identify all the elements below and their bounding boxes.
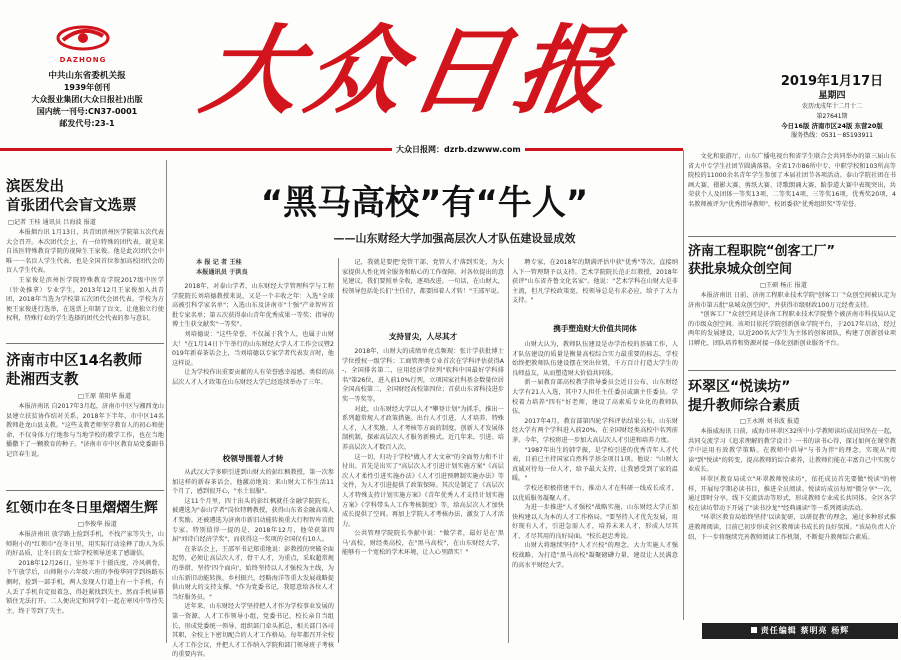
paragraph: 公共管理学院院长李献中说："做学者，最好是在'黑马'高校，财经类高校，在"黑马高校"，在山东财经大学，能够有一个宽松的学术环境，让人心里踏实！"	[342, 530, 504, 557]
article-body	[6, 530, 164, 643]
publisher-line: 国内统一刊号:CN37-0001	[36, 107, 138, 116]
title-line: 环翠区“悦读坊”	[688, 379, 791, 395]
byline-line: 本报通讯员 于洪良	[196, 269, 248, 276]
paragraph: 本报威海讯 日前，威海市环翠区32所中小学教师读坊成员围坐在一起，共同交流学习《追求理解的教学设计》一书的读书心得，探讨如何在课堂教学中运用有效教学策略。在教师中倡导"与书为伴"的理念，实现从"阅读"到"悦读"的转变，提高教师的综合素养，让教师们能在丰富自己中实现专业成长。	[688, 428, 896, 474]
publisher-line: 邮发代号:23-1	[59, 119, 115, 128]
editor-bar	[702, 623, 898, 639]
column-divider	[338, 258, 339, 643]
paragraph: 山财大将继续坚持"人才兴校"的理念，大力实施人才强校战略，为打造"黑马高校"凝聚磅礴力量，建设让人民满意的高水平财经大学。	[512, 542, 678, 569]
byline-line: 本 报 记 者 王桂	[196, 259, 242, 266]
paragraph: 聘专家，在2018年的期满评估中获"优秀"等次。直接纳入下一管理期予以支持。艺术学院院长范正红教授，2018年获评"山东省齐鲁文化名家"。他说："艺术学科在山财大是非主流，但凡学校政策宽，校领导总是有求必应，给予了大力支持。"	[512, 259, 678, 305]
article-divider	[6, 343, 164, 344]
paper-name: 大众日报	[194, 14, 631, 127]
editors-credit: 责任编辑 蔡明亮 杨辉	[760, 626, 850, 635]
logo-name: DAZHONG	[59, 56, 107, 64]
byline: □王原 董阳华 报道	[78, 393, 132, 400]
article-divider	[688, 236, 896, 237]
publisher-line: 中共山东省委机关报	[48, 71, 126, 81]
paragraph: 学校还积极搭建平台，推动人才在科研一线成长成才，以优质服务凝聚人才。	[512, 484, 678, 502]
title-line: 济南工程职院“创客工厂”	[688, 244, 836, 259]
title-line: 首张团代会盲文选票	[6, 198, 137, 214]
feature-column-1b	[172, 468, 334, 659]
weekday: 星期四	[818, 91, 846, 101]
paragraph: 在茶话会上，王邵军书记郑重地说：彭教授的突破全面起势，必须让高层次人才，骨干人才，为重点，采取超常规的举措，坚持'四个面向'，始终坚持以人才强校为主线，为山东新旧动能转换、乡村振兴，经略海洋等重大发展战略提供山财大的支持支撑。"作为党委书记，我愿意给各位人才当好服务员。"	[172, 545, 334, 601]
title-line: 济南市中区14名教师	[6, 353, 143, 369]
article-title	[688, 378, 898, 416]
byline: □王永刚 刘书波 报道	[740, 418, 800, 425]
byline: □记者 王桂 通讯员 吕海波 报道	[8, 219, 96, 226]
article-body	[688, 291, 896, 367]
lunar-date: 农历戊戌年十二月十二	[801, 103, 862, 110]
publisher-info	[28, 70, 146, 130]
section-subhead: 校领导围着人才转	[222, 454, 284, 463]
column-divider	[166, 160, 167, 643]
paragraph: 本报济南讯 自2017年3月起，济南市中区与湘西龙山县建立扶贫协作结对关系，2018年下半年，市中区14名教师赴龙山县支教。"这些支教老师坚守教育人的初心和使命，不仅身体力行地参与当地学校的教学工作，也在当地播撒下了一颗教育的种子。"济南市市中区教育局党委副书记宫春生说。	[6, 403, 164, 458]
paragraph: 新一届教育部高校教学指导委员会近日公布，山东财经大学有21人入选，其中7人担任主任委员或副主任委员。学校着力培养"四有"好老师，建设了高素质专业化的教师队伍。	[512, 379, 678, 416]
feature-column-1	[172, 282, 334, 452]
article-body	[688, 152, 896, 232]
paragraph: 这一切，归功于学校"做人才大文章"的全面努力和不计付出。首先是出实了"高层次人才引进计划实施方案"《高层次人才柔性引进实施办法》《人才引进预聘制实施办法》等文件，为人才引进提供了政策保障。其次是制定了《高层次人才特殊支持计划实施方案》《青年优秀人才支持计划实施方案》《学科带头人工作考核制度》等，给高层次人才加快成长提供了空间。再加上学院人才考核办法，激发了人才活力。	[342, 453, 504, 528]
paragraph: 为进一步推进"人才强校"战略实施，山东财经大学正加快构建以人为本的人才工作格局。"要坚持人才优先发展，用好现有人才，引进急需人才，培养未来人才，形成人尽其才、才尽其用的良好局面。"校长赵忠秀说。	[512, 504, 678, 540]
paragraph: 让为学校作出重要贡献的人有荣誉感幸福感，类似的高层次人才人才政策在山东财经大学已经连续举办了三年。	[172, 369, 334, 386]
dazhong-logo-icon	[55, 22, 111, 52]
paragraph: 2018年，山财大的成绩单亮点频现：张计学获批博士学位授权一级学科；工商管理类专业首次在学科评估获得A-，全国排名第二，应用经济学位列"软科中国最好学科排名"第26位，进入前10%行列，立项国家社科基金数量位居全国高校第二，全国财经高校第四位；首获山东省科技进步奖一等奖等。	[342, 348, 504, 403]
paragraph: 文化和旅游厅，山东广播电视台和省学生联合会共同举办的第三届山东省大中专学生社团节圆满落幕。全省17市86所中专、中职学校和103所高等院校的11000余名青年学生参加了本届社团节各项活动。泰山学院社团在书画大赛、摄影大赛、剪纸大赛、诗歌朗诵大赛、跆拳道大赛中表现突出，共荣获个人及团体一等奖13项、二等奖14项、三等奖16项，优秀奖20项，4名教师被评为"优秀指导教师"，校团委获"优秀组织奖"等荣誉。	[688, 153, 896, 208]
article-body	[6, 402, 164, 488]
article-divider	[6, 490, 164, 491]
article-body	[6, 228, 164, 340]
publisher-line: 大众报业集团(大众日报社)出版	[31, 95, 143, 104]
paragraph: 近年来，山东财经大学坚持把人才作为学校事业发展的第一资源，人才工作领导小组，党委书记、校长亲自当组长，形成党委统一领导、组织部门牵头抓总，相关部门各司其职，全校上下密切配合的人才工作格局。每年都召开全校人才工作会议，并把人才工作纳入学院和部门领导班子考核的重要内容。	[172, 603, 334, 659]
paragraph: 本报济南讯 日前，济南工程职业技术学院"创客工厂"众创空间被认定为济南市第五批"泉城众创空间"，并获得市级财政100万元经费支持。	[688, 292, 896, 309]
feature-column-2b	[342, 347, 504, 643]
title-line: 提升教师综合素质	[688, 398, 800, 414]
feature-column-3b	[512, 340, 678, 643]
paragraph: 王家俊是滨州医学院特殊教育学院2017级中医学（针灸推拿）专业学生，2013年12月王家俊加入共青团，2018年当选为学校第五次团代会团代表。学校为方便王家俊进行选举，在选票上印制了盲文，让他独立行使权利，特殊行业的学生选择的团代会代表的参与意识。	[6, 276, 164, 323]
dazhong-logo	[55, 22, 111, 62]
feature-column-2	[342, 258, 504, 328]
section-subhead: 携手塑造财大价值共同体	[553, 324, 637, 333]
masthead	[0, 0, 901, 160]
column-divider	[683, 150, 684, 620]
paragraph: "环翠区教育局始终坚持'以读促研，以研促教'的理念，通过多种形式推进教师阅读，目前已初步形成全区教师读书成长的良好氛围。"该局负责人介绍，下一步将继续完善教师阅读工作机制，不断提升教师综合素质。	[688, 514, 896, 541]
masthead-rule	[0, 148, 683, 151]
title-line: 滨医发出	[6, 179, 64, 195]
article-title	[6, 352, 164, 390]
paragraph: 对此，山东财经大学以人才"攀登计划"为抓手，推出一系列超常规人才政策措施。出台人才引进，人才培养、特殊人才，人才奖励、人才考核等方面的制度，创新人才发展体制机制，探索高层次人才服务新模式。近几年来，引进、培养高层次人才数百人次。	[342, 405, 504, 451]
title-line: 赴湘西支教	[6, 372, 79, 388]
date-block	[770, 74, 894, 141]
paragraph: "创客工厂"众创空间是济南工程职业技术学院整个被济南市科技局认定的市级众创空间。该项目依托学院创新创业学院平台，于2017年启动，经过两年的发展建设，以近200名大学生为主体的创客团队，构建了创新创业项目孵化、团队培养和资源对接一体化创新创业服务平台。	[688, 311, 896, 347]
article-title: 红领巾在冬日里熠熠生辉	[6, 500, 158, 516]
feature-column-3	[512, 258, 678, 318]
paragraph: 刘培德说："这些荣誉，不仅属于我个人，也属于山财大！"在1月14日下午举行的山东财经大学人才工作会议暨2019年新春茶话会上，当刘培德以专家学者代表发言时，他这样说。	[172, 330, 334, 367]
paragraph: 2018年12月26日，室外零下十摄氏度，冷风刺骨，下午放学后，山师附小六年级六班的李俊华同学到场路东侧时，捡到一部手机，两人发现人行道上有一个手机，有人丢了手机肯定很着急，得赶紧找到失主。然而手机屏幕锁住无法打开。二人便决定和同学们一起在寒风中等待失主，终于等到了失主。	[6, 559, 164, 615]
website[interactable]: 大众日报网：dzrb.dzwww.com	[392, 144, 525, 155]
issue-date: 2019年1月17日	[780, 74, 884, 89]
square-icon	[751, 627, 757, 633]
paragraph: 本报烟台讯 1月13日，共青团滨州医学院第五次代表大会召开。本次团代会上，有一位特殊的团代表，就是来自该医特殊教育学院的视障生王家俊。他是此次团代会中唯一一名盲人学生代表，也是全国首位参加高校团代会的盲人学生代表。	[6, 229, 164, 275]
article-title	[688, 243, 898, 279]
paragraph: 山财大认为，教师队伍建设是办学治校的基础工作，人才队伍建设的质量是衡量高校综合实力最重要的标志。学校始终把教师队伍建设摆在突出位置，千方百计打造大学生的良师益友，从而塑造财大价值共同体。	[512, 341, 678, 377]
article-divider	[688, 370, 896, 371]
byline: □王硕 杨正 报道	[760, 282, 807, 289]
paragraph: 从武汉大学多职引进到山财大的彭红枫教授，第一次参加这样的新春茶话会。他激动地说：来山财大工作生活11个月了，感到很开心，"水土很服"。	[172, 469, 334, 496]
section-subhead: 支持冒尖，人尽其才	[388, 332, 458, 341]
publisher-line: 1939年创刊	[63, 83, 111, 92]
paragraph: "1987年出生的韩学振，是学校引进的优秀青年人才代表，目前已主持国家自然科学基金项目1项。他说："山财大真诚对待每一位人才，给予最大支持，让我感受到了家的温暖。"	[512, 446, 678, 483]
paragraph: 2018年，对泰山学者，山东财经大学管理科学与工程学院院长刘培德教授来说，又是一个丰收之年：入选"全球高被引科学家名单"；入选山东及济南市"十强"产业智库首批专家名单；第五次获得泰山青年优秀成果一等奖；指导的博士生获文献奖"一等奖"。	[172, 283, 334, 329]
column-divider	[508, 258, 509, 643]
issue-number: 第27641期	[816, 113, 848, 120]
paragraph: 环翠区教育局成立"环翠教师悦读坊"，依托成员首先要做"悦读"的榜样，开展每学期必读书目，推进全员阅读。悦读坊成员每周"微分享"一次，通过即时分享，线下交流活动等形式，形成教师专业成长共同体。全区各学校在读坊带动下开展了"读书沙龙""经典诵读"等一系列阅读活动。	[688, 475, 896, 512]
main-subheadline: ——山东财经大学加强高层次人才队伍建设显成效	[333, 232, 576, 245]
main-headline: “黑马高校”有“牛人”	[260, 183, 589, 223]
paragraph: 2017年4月，教育部第四轮学科评估结果公布，山东财经大学有两个学科进入前20%，在全国财经类高校中名列前茅。今年，学校将进一步加大高层次人才引进和培养力度。	[512, 417, 678, 444]
paragraph: 本报济南讯 放学路上捡到手机，不找产家等失主，山师附小的"红领巾"在冬日里，用实际行动诠释了助人为乐的好品质，让冬日的女士给学校领导送来了感谢信。	[6, 531, 164, 558]
paragraph: 记，我就是要把'党管干部、党管人才'落到实处，为大家提供人性化周全服务和贴心的工作保障。对各位提出的意见建议，我们要照单全收，逐项改进。一句话，在山财大，校领导包括处长们'主任们'，都要围着人才转！"王邵军说。	[342, 259, 504, 295]
article-title	[6, 178, 164, 216]
paragraph: 这11个月里，四十出头的彭红枫就任金融学院院长，被遴选为"泰山学者"岗位特聘教授，获得山东省金融高端人才奖励。还被遴选为济南市新旧动能转换重大行程智库首批专家。特别值得一提的是，2018年12月，他荣获第四届"刘诗白经济学奖"，而获得这一奖项的全国仅有10人。	[172, 497, 334, 544]
service-phone: 服务热线：0531－85193911	[791, 132, 873, 139]
article-body	[688, 427, 896, 620]
page-count: 今日16版 济南市区24版 东营20版	[781, 122, 883, 130]
title-line: 获批泉城众创空间	[688, 262, 793, 277]
feature-byline	[196, 258, 336, 278]
byline: □李俊华 报道	[78, 521, 117, 528]
